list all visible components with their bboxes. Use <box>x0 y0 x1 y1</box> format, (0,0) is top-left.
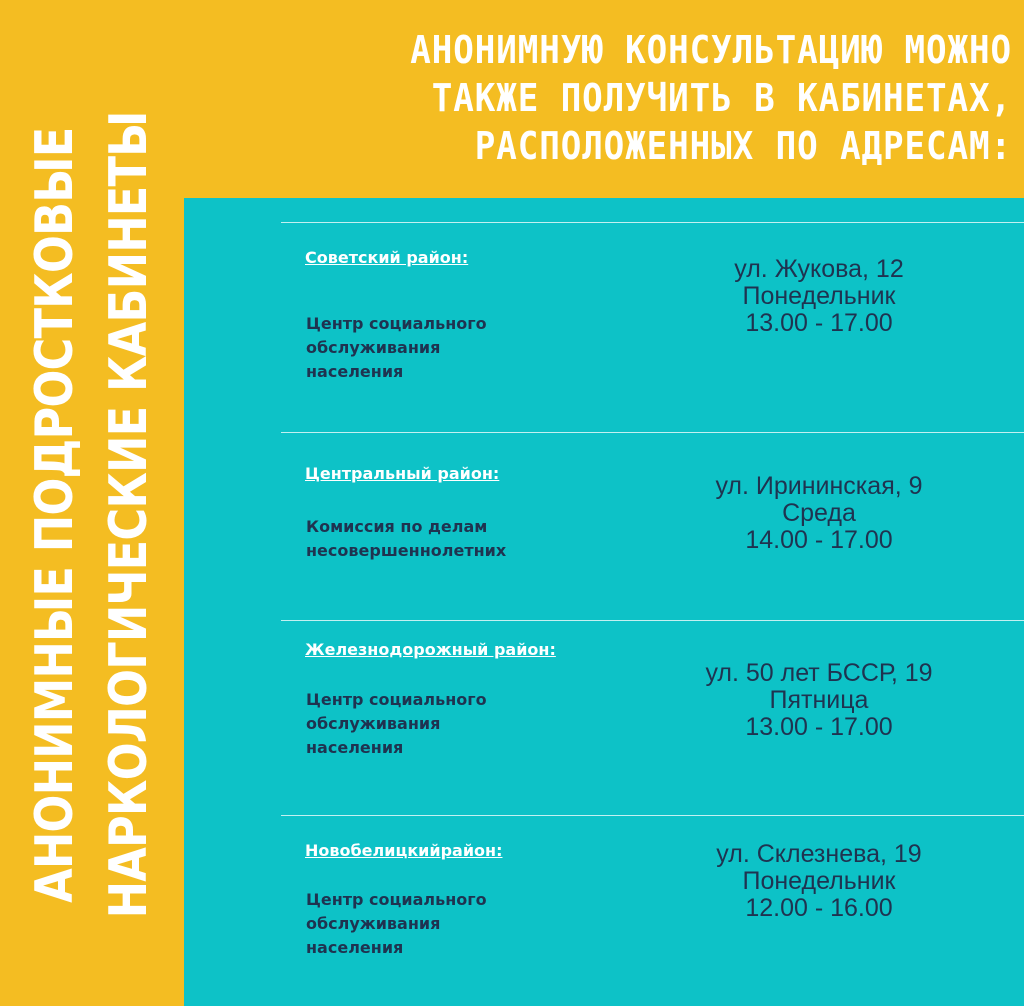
address: ул. 50 лет БССР, 19 <box>705 659 933 687</box>
heading-line-1: АНОНИМНУЮ КОНСУЛЬТАЦИЮ МОЖНО <box>410 28 1012 72</box>
side-title <box>12 85 172 945</box>
district-name: Центральный район: <box>305 464 500 483</box>
schedule-info <box>644 473 994 554</box>
organization-line: Комиссия по делам <box>306 517 488 536</box>
addresses-panel <box>184 198 1024 1006</box>
heading-line-2: ТАКЖЕ ПОЛУЧИТЬ В КАБИНЕТАХ, <box>431 76 1012 120</box>
organization-line: Центр социального <box>306 890 487 909</box>
heading-line-3: РАСПОЛОЖЕННЫХ ПО АДРЕСАМ: <box>474 124 1012 168</box>
organization-line: обслуживания <box>306 714 441 733</box>
hours: 13.00 - 17.00 <box>745 713 893 741</box>
organization <box>306 688 566 760</box>
organization-line: несовершеннолетних <box>306 541 507 560</box>
divider <box>281 620 1024 621</box>
address: ул. Ирининская, 9 <box>715 472 923 500</box>
organization-line: населения <box>306 938 404 957</box>
schedule-info <box>644 660 994 741</box>
organization <box>306 312 566 384</box>
organization-line: населения <box>306 738 404 757</box>
district-name: Советский район: <box>305 248 469 267</box>
side-title-line-2: НАРКОЛОГИЧЕСКИЕ КАБИНЕТЫ <box>99 111 159 919</box>
district-name: Железнодорожный район: <box>305 640 556 659</box>
organization-line: Центр социального <box>306 314 487 333</box>
divider <box>281 815 1024 816</box>
weekday: Понедельник <box>742 867 896 895</box>
address: ул. Склезнева, 19 <box>716 840 922 868</box>
side-title-line-1: АНОНИМНЫЕ ПОДРОСТКОВЫЕ <box>25 127 85 903</box>
address: ул. Жукова, 12 <box>734 255 904 283</box>
organization-line: обслуживания <box>306 338 441 357</box>
district-name: Новобелицкийрайон: <box>305 841 503 860</box>
weekday: Пятница <box>769 686 869 714</box>
divider <box>281 222 1024 223</box>
organization <box>306 515 566 563</box>
schedule-info <box>644 841 994 922</box>
hours: 12.00 - 16.00 <box>745 894 893 922</box>
divider <box>281 432 1024 433</box>
organization-line: обслуживания <box>306 914 441 933</box>
weekday: Среда <box>782 499 856 527</box>
organization <box>306 888 566 960</box>
hours: 14.00 - 17.00 <box>745 526 893 554</box>
page-heading <box>212 26 1012 170</box>
weekday: Понедельник <box>742 282 896 310</box>
organization-line: населения <box>306 362 404 381</box>
schedule-info <box>644 256 994 337</box>
hours: 13.00 - 17.00 <box>745 309 893 337</box>
organization-line: Центр социального <box>306 690 487 709</box>
